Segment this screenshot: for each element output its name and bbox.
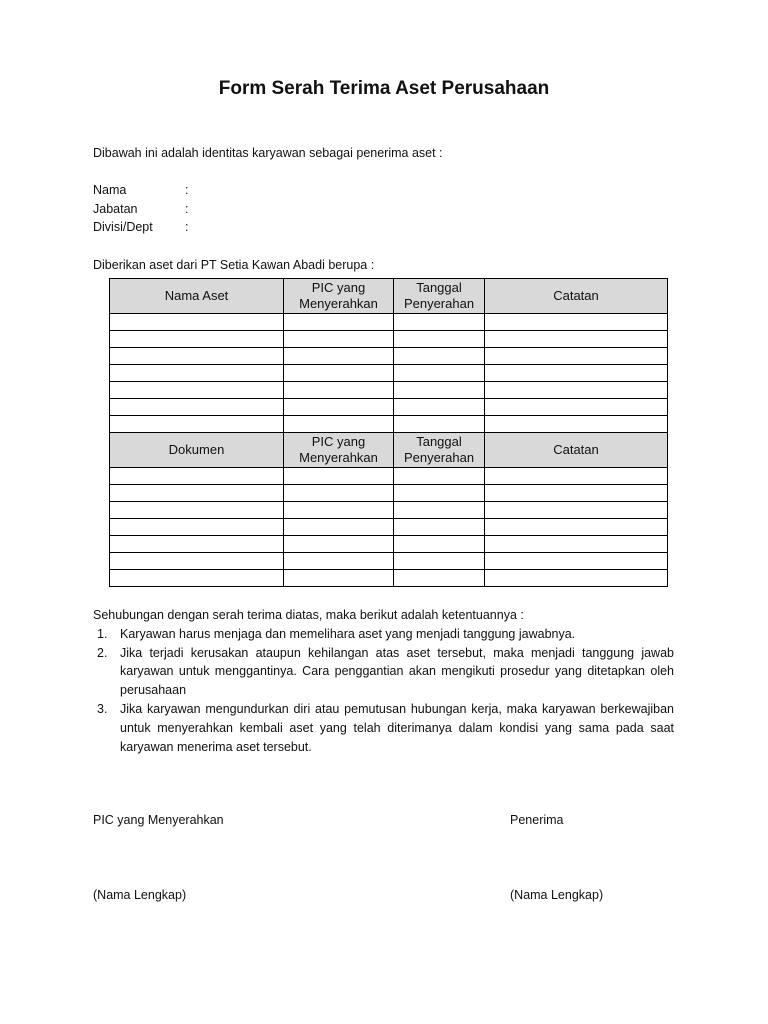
list-number: 3. bbox=[97, 701, 108, 716]
table-cell bbox=[485, 399, 668, 416]
table-row bbox=[110, 348, 668, 365]
table-cell bbox=[485, 468, 668, 485]
table-cell bbox=[110, 331, 284, 348]
table-cell bbox=[284, 502, 394, 519]
column-header: Nama Aset bbox=[110, 279, 284, 314]
table-cell bbox=[485, 365, 668, 382]
table-row bbox=[110, 416, 668, 433]
table-row bbox=[110, 331, 668, 348]
table-header-row bbox=[110, 279, 668, 314]
table-cell bbox=[485, 570, 668, 587]
table-cell bbox=[485, 331, 668, 348]
table-cell bbox=[284, 570, 394, 587]
signature-right-name: (Nama Lengkap) bbox=[510, 888, 604, 902]
table-cell bbox=[394, 314, 485, 331]
term-text: Karyawan harus menjaga dan memelihara aset yang menjadi tanggung jawabnya. bbox=[120, 626, 576, 641]
table-row bbox=[110, 399, 668, 416]
column-header: Catatan bbox=[485, 433, 668, 468]
table-cell bbox=[394, 536, 485, 553]
table-cell bbox=[110, 382, 284, 399]
table-cell bbox=[394, 416, 485, 433]
table-row bbox=[110, 570, 668, 587]
table-cell bbox=[394, 519, 485, 536]
table-cell bbox=[284, 399, 394, 416]
list-item bbox=[93, 700, 674, 756]
table-cell bbox=[284, 331, 394, 348]
table-cell bbox=[485, 382, 668, 399]
table-cell bbox=[394, 553, 485, 570]
document-table-body bbox=[110, 468, 668, 587]
table-cell bbox=[394, 365, 485, 382]
table-cell bbox=[110, 468, 284, 485]
table-cell bbox=[394, 382, 485, 399]
table-cell bbox=[284, 348, 394, 365]
table-cell bbox=[485, 348, 668, 365]
column-header: PIC yang Menyerahkan bbox=[284, 279, 394, 314]
table-cell bbox=[284, 314, 394, 331]
table-cell bbox=[485, 553, 668, 570]
signature-left-name: (Nama Lengkap) bbox=[93, 888, 187, 902]
table-cell bbox=[110, 365, 284, 382]
table-cell bbox=[110, 570, 284, 587]
field-label-nama: Nama bbox=[93, 183, 127, 197]
field-colon: : bbox=[185, 183, 189, 197]
asset-table-body bbox=[110, 314, 668, 433]
list-item bbox=[93, 625, 674, 644]
table-row bbox=[110, 536, 668, 553]
term-text: Jika terjadi kerusakan ataupun kehilangan atas aset tersebut, maka menjadi tanggung jawab karyawan untuk menggantinya. Cara penggantian akan mengikuti prosedur yang ditetapkan oleh perusahaan bbox=[120, 645, 674, 698]
table-cell bbox=[110, 348, 284, 365]
table-cell bbox=[485, 416, 668, 433]
table-row bbox=[110, 553, 668, 570]
term-text: Jika karyawan mengundurkan diri atau pemutusan hubungan kerja, maka karyawan berkewajiban untuk menyerahkan kembali aset yang telah diterimanya dalam kondisi yang sama pada saat karyawan menerima aset tersebut. bbox=[120, 701, 674, 754]
table-cell bbox=[284, 416, 394, 433]
field-colon: : bbox=[185, 202, 189, 216]
table-cell bbox=[284, 485, 394, 502]
terms-list bbox=[93, 625, 674, 757]
table-cell bbox=[394, 399, 485, 416]
table-row bbox=[110, 468, 668, 485]
table-row bbox=[110, 314, 668, 331]
page-title: Form Serah Terima Aset Perusahaan bbox=[218, 78, 550, 99]
table-row bbox=[110, 502, 668, 519]
table-row bbox=[110, 365, 668, 382]
table-cell bbox=[284, 468, 394, 485]
table-cell bbox=[485, 519, 668, 536]
terms-intro: Sehubungan dengan serah terima diatas, maka berikut adalah ketentuannya : bbox=[93, 608, 524, 622]
table-cell bbox=[394, 468, 485, 485]
table-cell bbox=[394, 485, 485, 502]
asset-table bbox=[109, 278, 668, 587]
table-cell bbox=[485, 314, 668, 331]
terms-section bbox=[93, 606, 674, 756]
table-cell bbox=[284, 519, 394, 536]
table-cell bbox=[394, 348, 485, 365]
field-colon: : bbox=[185, 220, 189, 234]
table-cell bbox=[110, 502, 284, 519]
table-cell bbox=[284, 536, 394, 553]
table-row bbox=[110, 485, 668, 502]
table-row bbox=[110, 519, 668, 536]
column-header: Catatan bbox=[485, 279, 668, 314]
field-label-divisi: Divisi/Dept bbox=[93, 220, 153, 234]
table-row bbox=[110, 382, 668, 399]
table-cell bbox=[110, 519, 284, 536]
table-cell bbox=[394, 570, 485, 587]
column-header: Tanggal Penyerahan bbox=[394, 279, 485, 314]
table-cell bbox=[485, 485, 668, 502]
table-cell bbox=[110, 485, 284, 502]
table-cell bbox=[284, 553, 394, 570]
signature-left-role: PIC yang Menyerahkan bbox=[93, 813, 224, 827]
table-cell bbox=[110, 553, 284, 570]
table-cell bbox=[284, 365, 394, 382]
table-cell bbox=[110, 416, 284, 433]
column-header: Tanggal Penyerahan bbox=[394, 433, 485, 468]
table-cell bbox=[394, 331, 485, 348]
table-cell bbox=[485, 536, 668, 553]
table-header-row bbox=[110, 433, 668, 468]
table-cell bbox=[110, 399, 284, 416]
table-cell bbox=[284, 382, 394, 399]
column-header: PIC yang Menyerahkan bbox=[284, 433, 394, 468]
list-number: 1. bbox=[97, 626, 108, 641]
field-label-jabatan: Jabatan bbox=[93, 202, 138, 216]
list-number: 2. bbox=[97, 645, 108, 660]
column-header: Dokumen bbox=[110, 433, 284, 468]
table-cell bbox=[110, 314, 284, 331]
table-cell bbox=[110, 536, 284, 553]
list-item bbox=[93, 644, 674, 700]
table-cell bbox=[485, 502, 668, 519]
intro-text: Dibawah ini adalah identitas karyawan sebagai penerima aset : bbox=[93, 146, 443, 160]
signature-right-role: Penerima bbox=[510, 813, 564, 827]
table-cell bbox=[394, 502, 485, 519]
asset-intro-text: Diberikan aset dari PT Setia Kawan Abadi berupa : bbox=[93, 258, 375, 272]
